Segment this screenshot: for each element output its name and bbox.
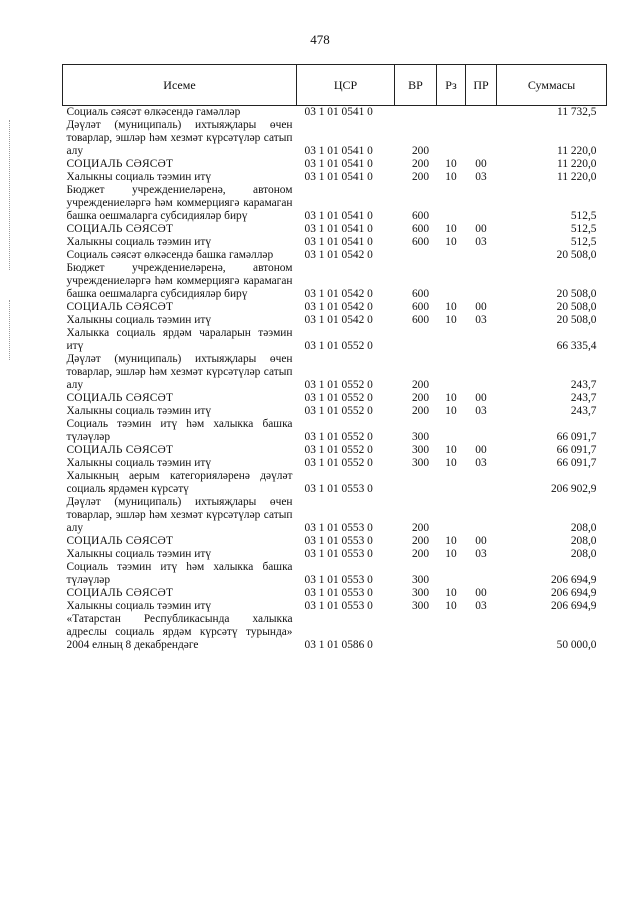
table-row	[63, 327, 607, 353]
cell-csr: 03 1 01 0552 0	[304, 457, 373, 469]
cell-name: Дәүләт (муниципаль) ихтыяҗлары өчен товарлар, эшләр һәм хезмәт күрсәтүләр сатып алу	[66, 353, 293, 391]
header-vr: ВР	[395, 65, 437, 106]
cell-vr: 200	[411, 145, 430, 157]
table-row	[63, 600, 607, 613]
cell-rz	[437, 470, 466, 496]
cell-pr: 03	[475, 405, 487, 417]
cell-vr	[395, 249, 437, 262]
cell-name: Халыкны социаль тәэмин итү	[66, 457, 212, 469]
cell-rz	[437, 184, 466, 223]
cell-name: Социаль сәясәт өлкәсендә башка гамәлләр	[66, 249, 274, 261]
cell-name: Халыкка социаль ярдәм чараларын тәэмин итү	[66, 327, 293, 352]
cell-rz	[437, 106, 466, 120]
cell-csr: 03 1 01 0552 0	[304, 392, 373, 404]
cell-pr: 03	[475, 457, 487, 469]
cell-csr: 03 1 01 0541 0	[304, 145, 373, 157]
cell-pr	[466, 470, 497, 496]
table-header	[63, 65, 607, 106]
cell-vr: 300	[411, 587, 430, 599]
table-row	[63, 353, 607, 392]
table-row	[63, 314, 607, 327]
cell-rz: 10	[445, 587, 457, 599]
cell-rz: 10	[445, 535, 457, 547]
table-row	[63, 535, 607, 548]
cell-sum: 243,7	[570, 379, 597, 391]
cell-csr: 03 1 01 0553 0	[304, 483, 373, 495]
table-row	[63, 496, 607, 535]
header-pr: ПР	[466, 65, 497, 106]
cell-pr	[466, 249, 497, 262]
cell-vr: 300	[411, 431, 430, 443]
cell-pr: 03	[475, 600, 487, 612]
cell-name: СОЦИАЛЬ СӘЯСӘТ	[66, 444, 174, 456]
cell-rz	[437, 561, 466, 587]
cell-name: «Татарстан Республикасында халыкка адреслы социаль ярдәм күрсәтү турында» 2004 елның 8 декабрендәге	[66, 613, 293, 651]
cell-rz: 10	[445, 314, 457, 326]
cell-rz: 10	[445, 405, 457, 417]
cell-csr: 03 1 01 0553 0	[304, 574, 373, 586]
cell-pr: 00	[475, 223, 487, 235]
cell-pr: 03	[475, 236, 487, 248]
cell-name: СОЦИАЛЬ СӘЯСӘТ	[66, 223, 174, 235]
cell-rz: 10	[445, 236, 457, 248]
table-row	[63, 587, 607, 600]
cell-pr: 03	[475, 314, 487, 326]
cell-vr: 200	[411, 171, 430, 183]
cell-csr: 03 1 01 0541 0	[304, 223, 373, 235]
cell-sum: 512,5	[570, 210, 597, 222]
page-number: 478	[310, 32, 330, 47]
cell-csr: 03 1 01 0552 0	[304, 444, 373, 456]
cell-name: СОЦИАЛЬ СӘЯСӘТ	[66, 587, 174, 599]
table-row	[63, 158, 607, 171]
cell-vr: 600	[411, 223, 430, 235]
table-row	[63, 262, 607, 301]
cell-csr: 03 1 01 0542 0	[304, 301, 373, 313]
cell-name: Социаль тәэмин итү һәм халыкка башка түләүләр	[66, 418, 293, 443]
cell-csr: 03 1 01 0552 0	[304, 405, 373, 417]
cell-vr: 600	[411, 210, 430, 222]
cell-sum: 20 508,0	[556, 288, 597, 300]
cell-csr: 03 1 01 0552 0	[304, 340, 373, 352]
cell-pr: 00	[475, 158, 487, 170]
cell-sum: 11 732,5	[557, 106, 597, 118]
cell-csr: 03 1 01 0541 0	[304, 158, 373, 170]
cell-csr: 03 1 01 0541 0	[304, 236, 373, 248]
table-row	[63, 457, 607, 470]
cell-vr: 200	[411, 405, 430, 417]
cell-vr	[395, 106, 437, 120]
cell-rz	[437, 262, 466, 301]
cell-name: Халыкны социаль тәэмин итү	[66, 600, 212, 612]
table-row	[63, 444, 607, 457]
table-row	[63, 171, 607, 184]
cell-sum: 11 220,0	[557, 171, 597, 183]
cell-vr: 200	[411, 392, 430, 404]
cell-csr: 03 1 01 0553 0	[304, 587, 373, 599]
cell-name: Социаль сәясәт өлкәсендә гамәлләр	[66, 106, 241, 118]
margin-dots	[9, 300, 12, 360]
table-row	[63, 561, 607, 587]
table-row	[63, 613, 607, 652]
cell-pr: 00	[475, 301, 487, 313]
cell-sum: 11 220,0	[557, 158, 597, 170]
cell-name: Халыкны социаль тәэмин итү	[66, 236, 212, 248]
cell-rz	[437, 418, 466, 444]
cell-vr: 300	[411, 457, 430, 469]
cell-pr	[466, 561, 497, 587]
cell-csr: 03 1 01 0553 0	[304, 522, 373, 534]
cell-pr	[466, 262, 497, 301]
cell-pr: 00	[475, 535, 487, 547]
cell-name: Дәүләт (муниципаль) ихтыяҗлары өчен товарлар, эшләр һәм хезмәт күрсәтүләр сатып алу	[66, 119, 293, 157]
cell-pr: 00	[475, 392, 487, 404]
cell-sum: 50 000,0	[556, 639, 597, 651]
cell-vr: 200	[411, 158, 430, 170]
cell-sum: 206 694,9	[550, 574, 597, 586]
cell-sum: 66 091,7	[556, 444, 597, 456]
cell-vr	[395, 470, 437, 496]
cell-csr: 03 1 01 0553 0	[304, 535, 373, 547]
cell-name: Халыкны социаль тәэмин итү	[66, 314, 212, 326]
cell-csr: 03 1 01 0553 0	[304, 600, 373, 612]
table-body	[63, 106, 607, 653]
cell-vr: 300	[411, 574, 430, 586]
cell-rz: 10	[445, 158, 457, 170]
cell-pr	[466, 327, 497, 353]
cell-rz: 10	[445, 223, 457, 235]
cell-pr	[466, 184, 497, 223]
table-row	[63, 223, 607, 236]
cell-pr: 03	[475, 548, 487, 560]
cell-csr: 03 1 01 0553 0	[304, 548, 373, 560]
table-row	[63, 392, 607, 405]
cell-rz	[437, 327, 466, 353]
cell-sum: 11 220,0	[557, 145, 597, 157]
cell-sum: 206 694,9	[550, 587, 597, 599]
cell-sum: 512,5	[570, 223, 597, 235]
cell-csr: 03 1 01 0541 0	[304, 106, 373, 118]
table-row	[63, 106, 607, 120]
cell-rz: 10	[445, 444, 457, 456]
cell-name: Бюджет учреждениеләренә, автоном учреждениеләргә һәм коммерциягә карамаган башка оешмаларга субсидияләр бирү	[66, 262, 293, 300]
cell-vr: 300	[411, 444, 430, 456]
cell-name: СОЦИАЛЬ СӘЯСӘТ	[66, 392, 174, 404]
cell-pr: 03	[475, 171, 487, 183]
cell-rz: 10	[445, 392, 457, 404]
cell-vr: 200	[411, 379, 430, 391]
cell-pr: 00	[475, 444, 487, 456]
cell-rz: 10	[445, 171, 457, 183]
cell-sum: 20 508,0	[556, 249, 597, 261]
cell-pr	[466, 418, 497, 444]
cell-rz: 10	[445, 457, 457, 469]
cell-pr	[466, 106, 497, 120]
cell-pr	[466, 119, 497, 158]
cell-csr: 03 1 01 0542 0	[304, 288, 373, 300]
cell-name: СОЦИАЛЬ СӘЯСӘТ	[66, 535, 174, 547]
cell-rz: 10	[445, 548, 457, 560]
table-row	[63, 418, 607, 444]
table-row	[63, 249, 607, 262]
cell-name: СОЦИАЛЬ СӘЯСӘТ	[66, 301, 174, 313]
cell-name: Халыкны социаль тәэмин итү	[66, 548, 212, 560]
margin-dots	[9, 120, 12, 270]
cell-pr	[466, 496, 497, 535]
table-row	[63, 405, 607, 418]
cell-sum: 243,7	[570, 405, 597, 417]
cell-rz	[437, 249, 466, 262]
cell-sum: 66 335,4	[556, 340, 597, 352]
cell-name: Социаль тәэмин итү һәм халыкка башка түләүләр	[66, 561, 293, 586]
cell-name: Бюджет учреждениеләренә, автоном учреждениеләргә һәм коммерциягә карамаган башка оешмаларга субсидияләр бирү	[66, 184, 293, 222]
cell-vr: 300	[411, 600, 430, 612]
cell-csr: 03 1 01 0541 0	[304, 171, 373, 183]
cell-sum: 208,0	[570, 548, 597, 560]
cell-name: Халыкны социаль тәэмин итү	[66, 171, 212, 183]
header-sum: Суммасы	[497, 65, 607, 106]
cell-vr: 600	[411, 301, 430, 313]
cell-name: Халыкның аерым категорияләренә дәүләт социаль ярдәмен күрсәтү	[66, 470, 293, 495]
header-name: Исеме	[63, 65, 297, 106]
table-row	[63, 301, 607, 314]
cell-csr: 03 1 01 0542 0	[304, 249, 373, 261]
cell-csr: 03 1 01 0542 0	[304, 314, 373, 326]
table-row	[63, 119, 607, 158]
cell-name: СОЦИАЛЬ СӘЯСӘТ	[66, 158, 174, 170]
header-csr: ЦСР	[297, 65, 395, 106]
cell-rz: 10	[445, 600, 457, 612]
cell-vr: 200	[411, 548, 430, 560]
cell-rz: 10	[445, 301, 457, 313]
cell-csr: 03 1 01 0541 0	[304, 210, 373, 222]
table-row	[63, 548, 607, 561]
cell-sum: 208,0	[570, 535, 597, 547]
cell-sum: 20 508,0	[556, 314, 597, 326]
cell-csr: 03 1 01 0586 0	[304, 639, 373, 651]
cell-vr: 200	[411, 535, 430, 547]
cell-sum: 20 508,0	[556, 301, 597, 313]
cell-name: Дәүләт (муниципаль) ихтыяҗлары өчен товарлар, эшләр һәм хезмәт күрсәтүләр сатып алу	[66, 496, 293, 534]
table-row	[63, 470, 607, 496]
table-row	[63, 184, 607, 223]
cell-csr: 03 1 01 0552 0	[304, 431, 373, 443]
cell-vr: 600	[411, 314, 430, 326]
cell-rz	[437, 119, 466, 158]
cell-vr: 600	[411, 236, 430, 248]
cell-vr	[395, 327, 437, 353]
cell-pr	[466, 613, 497, 652]
cell-vr: 600	[411, 288, 430, 300]
cell-rz	[437, 613, 466, 652]
budget-table	[62, 64, 607, 652]
cell-sum: 206 902,9	[550, 483, 597, 495]
cell-sum: 66 091,7	[556, 457, 597, 469]
cell-sum: 206 694,9	[550, 600, 597, 612]
cell-pr: 00	[475, 587, 487, 599]
cell-rz	[437, 496, 466, 535]
cell-sum: 66 091,7	[556, 431, 597, 443]
cell-vr	[395, 613, 437, 652]
cell-sum: 512,5	[570, 236, 597, 248]
cell-vr: 200	[411, 522, 430, 534]
table-row	[63, 236, 607, 249]
cell-pr	[466, 353, 497, 392]
cell-name: Халыкны социаль тәэмин итү	[66, 405, 212, 417]
cell-rz	[437, 353, 466, 392]
cell-sum: 208,0	[570, 522, 597, 534]
header-rz: Рз	[437, 65, 466, 106]
cell-sum: 243,7	[570, 392, 597, 404]
cell-csr: 03 1 01 0552 0	[304, 379, 373, 391]
